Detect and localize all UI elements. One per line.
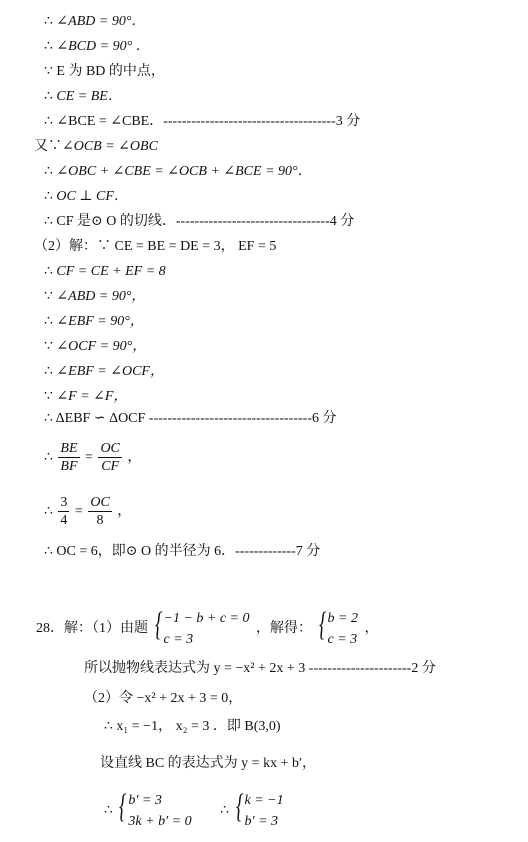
line-text: ∴ x₁ = −1， x₂ = 3 ．即 B(3,0) — [104, 719, 281, 734]
line-text: CF = CE + EF = 8 — [56, 264, 166, 279]
denominator: 8 — [96, 513, 104, 528]
fraction-3-4 — [58, 494, 69, 529]
line-text: ∠OCF = 90°， — [56, 339, 147, 354]
line-9 — [44, 213, 354, 231]
equation-system-1: { −1 − b + c = 0 c = 3 — [155, 608, 250, 650]
line-15 — [44, 363, 164, 381]
part2-line — [84, 690, 242, 708]
line-14 — [44, 338, 146, 356]
equation-system-2: { b = 2 c = 3 — [319, 608, 358, 650]
system-row: 3k + b′ = 0 — [128, 814, 192, 829]
denominator: CF — [101, 459, 120, 474]
therefore-sign: ∴ — [220, 803, 230, 818]
line-text: 设直线 BC 的表达式为 y = kx + b′， — [100, 756, 317, 771]
system-row: c = 3 — [327, 632, 358, 647]
line-text: ∠BCD = 90° ． — [56, 39, 150, 54]
fraction-be-bf — [58, 440, 79, 475]
denominator: 4 — [60, 513, 68, 528]
line-6 — [34, 138, 158, 156]
numerator: BE — [60, 441, 78, 456]
parabola-line — [84, 660, 436, 678]
final-systems — [104, 790, 287, 832]
because-sign: ∵ — [44, 64, 53, 79]
line-1 — [44, 13, 145, 31]
line-text: ∠OCB = ∠OBC — [62, 139, 158, 154]
because-sign: ∵ — [44, 339, 53, 354]
therefore-sign: ∴ — [44, 544, 53, 559]
line-text: ∠EBF = ∠OCF， — [56, 364, 164, 379]
roots-line — [104, 718, 281, 736]
line-text: ∠F = ∠F， — [56, 389, 128, 404]
line-text: CE = BE． — [56, 89, 122, 104]
system-row: k = −1 — [244, 793, 284, 808]
therefore-sign: ∴ — [44, 314, 53, 329]
system-row: b′ = 3 — [244, 814, 279, 829]
line-2 — [44, 38, 150, 56]
q28-line — [36, 608, 378, 650]
therefore-sign: ∴ — [44, 189, 53, 204]
line-radius — [44, 543, 320, 561]
equation-system-4: { k = −1 b′ = 3 — [236, 790, 284, 832]
line-text: 所以抛物线表达式为 y = −x² + 2x + 3 ----------------------2 分 — [84, 661, 436, 676]
therefore-sign: ∴ — [44, 39, 53, 54]
therefore-sign: ∴ — [44, 364, 53, 379]
line-17 — [44, 410, 336, 428]
line-11 — [44, 263, 166, 281]
line-text: ∠BCE = ∠CBE．-------------------------------------3 分 — [56, 114, 361, 129]
therefore-sign: ∴ — [44, 449, 53, 465]
comma: ， — [364, 621, 379, 636]
solve-label: ，解得： — [256, 621, 313, 636]
therefore-sign: ∴ — [44, 89, 53, 104]
line-5 — [44, 113, 360, 131]
line-7 — [44, 163, 312, 181]
numerator: OC — [100, 441, 120, 456]
numerator: 3 — [60, 495, 68, 510]
line-text: OC ⊥ CF． — [56, 189, 128, 204]
fraction-equation-2: ∴ $\frac{3}{4}$ = $\frac{OC}{8}$ ， — [44, 495, 132, 528]
fraction-oc-8 — [88, 494, 111, 529]
line-text: ΔEBF ∽ ΔOCF -----------------------------------6 分 — [55, 411, 337, 426]
q28-label: 28．解：（1）由题 — [36, 621, 148, 636]
line-bc — [100, 755, 316, 773]
comma: ， — [127, 449, 142, 465]
line-text: ∠EBF = 90°， — [56, 314, 144, 329]
system-row: −1 − b + c = 0 — [163, 611, 250, 626]
numerator: OC — [90, 495, 110, 510]
line-8 — [44, 188, 128, 206]
system-row: b′ = 3 — [128, 793, 162, 808]
line-4 — [44, 88, 122, 106]
line-text: ∵ CE = BE = DE = 3， EF = 5 — [97, 239, 277, 254]
line-text: ∠ABD = 90°． — [56, 14, 146, 29]
therefore-sign: ∴ — [44, 503, 53, 519]
line-text: （2）令 −x² + 2x + 3 = 0， — [84, 691, 243, 706]
therefore-sign: ∴ — [104, 803, 113, 818]
system-row: c = 3 — [163, 632, 194, 647]
comma: ， — [117, 503, 132, 519]
part-label: （2）解： — [34, 239, 97, 254]
line-text: E 为 BD 的中点， — [56, 64, 165, 79]
therefore-sign: ∴ — [44, 164, 53, 179]
system-row: b = 2 — [327, 611, 358, 626]
line-text: ∠OBC + ∠CBE = ∠OCB + ∠BCE = 90°． — [56, 164, 312, 179]
line-12 — [44, 288, 145, 306]
therefore-sign: ∴ — [44, 14, 53, 29]
therefore-sign: ∴ — [44, 114, 53, 129]
line-text: OC = 6，即⊙ O 的半径为 6．-------------7 分 — [56, 544, 321, 559]
line-10 — [34, 238, 276, 256]
line-text: CF 是⊙ O 的切线．---------------------------------4 分 — [56, 214, 355, 229]
therefore-sign: ∴ — [44, 214, 53, 229]
line-3 — [44, 63, 165, 81]
fraction-equation-1: ∴ $\frac{BE}{BF}$ = $\frac{OC}{CF}$ ， — [44, 441, 142, 474]
line-13 — [44, 313, 144, 331]
line-16 — [44, 388, 127, 406]
also-because-sign: 又∵ — [34, 139, 62, 154]
because-sign: ∵ — [44, 389, 53, 404]
because-sign: ∵ — [44, 289, 53, 304]
equation-system-3: { b′ = 3 3k + b′ = 0 — [119, 790, 191, 832]
fraction-oc-cf — [98, 440, 121, 475]
therefore-sign: ∴ — [44, 411, 53, 426]
therefore-sign: ∴ — [44, 264, 53, 279]
denominator: BF — [60, 459, 78, 474]
line-text: ∠ABD = 90°， — [56, 289, 146, 304]
